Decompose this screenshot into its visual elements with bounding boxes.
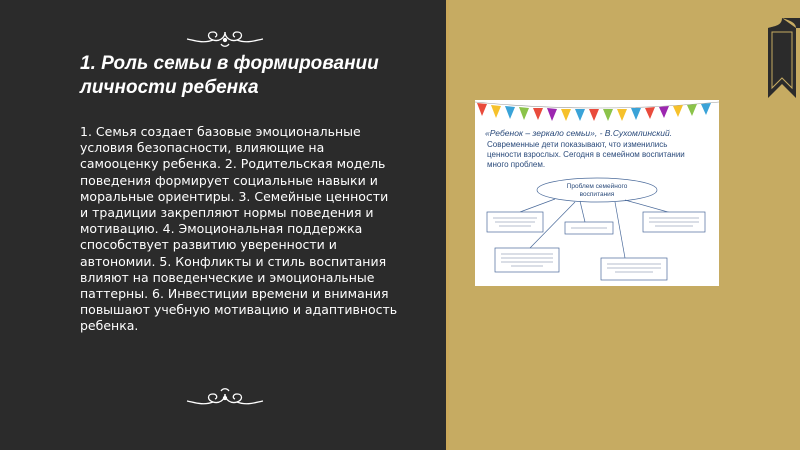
slide-title: 1. Роль семьи в формировании личности ребенка — [80, 53, 379, 98]
flourish-ornament-icon — [185, 28, 265, 50]
slide-image — [475, 100, 719, 286]
bookmark-ribbon-icon — [768, 18, 800, 98]
image-caption-line-3: много проблем. — [487, 160, 546, 169]
flourish-ornament-icon — [185, 388, 265, 410]
diagram-center-line-1: Проблем семейного — [566, 183, 628, 190]
diagram-center-line-2: воспитания — [579, 191, 615, 198]
image-caption-line-2: ценности взрослых. Сегодня в семейном воспитании — [487, 150, 685, 159]
slide-body-text: 1. Семья создает базовые эмоциональные условия безопасности, влияющие на самооценку ребенка. 2. Родительская модель поведения формирует социальные навыки и моральные ориентиры. 3. Семейные ценности и традиции закрепляют нормы поведения и мотивацию. 4. Эмоциональная поддержка способствует развитию уверенности и автономии. 5. Конфликты и стиль воспитания влияют на поведенческие и эмоциональные паттерны. 6. Инвестиции времени и внимания повышают учебную мотивацию и адаптивность ребенка. — [80, 124, 398, 334]
bunting-flags — [475, 102, 719, 121]
image-caption-line-1: Современные дети показывают, что изменились — [487, 140, 668, 149]
image-quote: «Ребенок – зеркало семьи», - В.Сухомлинский. — [485, 128, 673, 138]
